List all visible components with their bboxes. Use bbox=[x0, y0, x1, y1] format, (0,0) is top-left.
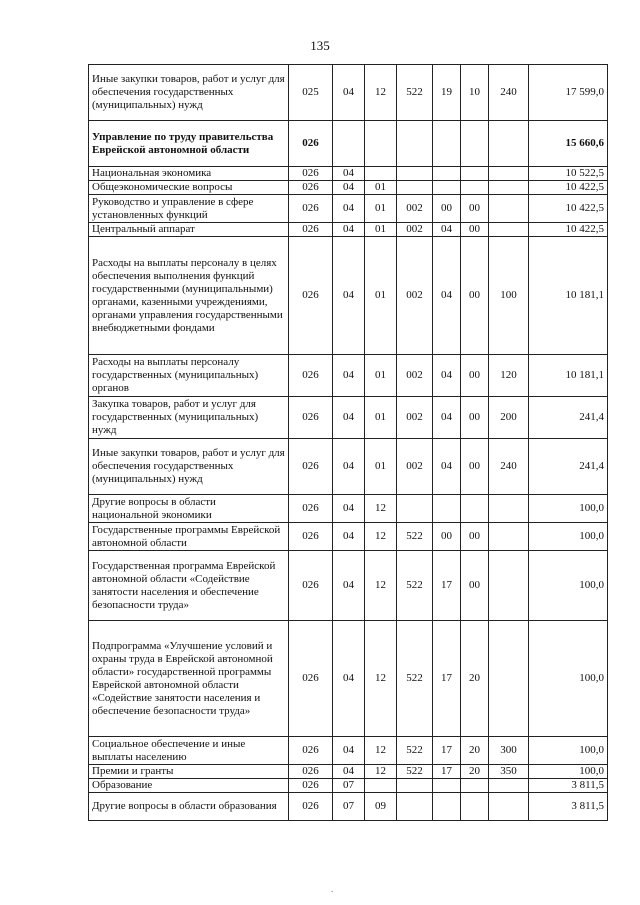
cell-sum: 10 422,5 bbox=[529, 181, 608, 195]
cell-pr: 01 bbox=[365, 439, 397, 495]
table-row bbox=[89, 121, 608, 167]
cell-pr bbox=[365, 167, 397, 181]
cell-pr: 12 bbox=[365, 551, 397, 621]
cell-ved: 026 bbox=[289, 121, 333, 167]
table-row bbox=[89, 355, 608, 397]
cell-rz: 04 bbox=[333, 523, 365, 551]
cell-ved: 026 bbox=[289, 793, 333, 821]
table-row bbox=[89, 439, 608, 495]
cell-vr: 240 bbox=[489, 439, 529, 495]
cell-cs1: 522 bbox=[397, 737, 433, 765]
cell-vr: 100 bbox=[489, 237, 529, 355]
cell-pr: 12 bbox=[365, 765, 397, 779]
cell-vr bbox=[489, 779, 529, 793]
cell-cs1: 002 bbox=[397, 397, 433, 439]
cell-cs3: 00 bbox=[461, 223, 489, 237]
cell-cs3: 00 bbox=[461, 551, 489, 621]
cell-name: Общеэкономические вопросы bbox=[89, 181, 289, 195]
cell-cs2 bbox=[433, 793, 461, 821]
cell-cs2: 00 bbox=[433, 195, 461, 223]
cell-cs1: 002 bbox=[397, 439, 433, 495]
cell-vr bbox=[489, 551, 529, 621]
cell-cs1: 002 bbox=[397, 223, 433, 237]
cell-name: Образование bbox=[89, 779, 289, 793]
cell-rz: 04 bbox=[333, 237, 365, 355]
cell-ved: 026 bbox=[289, 397, 333, 439]
cell-sum: 100,0 bbox=[529, 765, 608, 779]
cell-pr: 01 bbox=[365, 181, 397, 195]
cell-ved: 026 bbox=[289, 167, 333, 181]
cell-name: Государственные программы Еврейской автономной области bbox=[89, 523, 289, 551]
cell-sum: 3 811,5 bbox=[529, 779, 608, 793]
cell-name: Другие вопросы в области национальной экономики bbox=[89, 495, 289, 523]
cell-pr: 01 bbox=[365, 397, 397, 439]
cell-rz: 04 bbox=[333, 181, 365, 195]
cell-name: Расходы на выплаты персоналу в целях обеспечения выполнения функций государственными (муниципальными) органами, казенными учреждениями, органами управления государственными внебюджетными фондами bbox=[89, 237, 289, 355]
cell-cs1: 002 bbox=[397, 355, 433, 397]
cell-cs1 bbox=[397, 181, 433, 195]
table-row bbox=[89, 237, 608, 355]
cell-rz: 04 bbox=[333, 397, 365, 439]
cell-vr: 120 bbox=[489, 355, 529, 397]
cell-cs2: 04 bbox=[433, 355, 461, 397]
cell-rz: 04 bbox=[333, 765, 365, 779]
cell-pr: 12 bbox=[365, 621, 397, 737]
cell-ved: 026 bbox=[289, 551, 333, 621]
cell-vr bbox=[489, 181, 529, 195]
cell-vr bbox=[489, 495, 529, 523]
cell-cs1 bbox=[397, 793, 433, 821]
cell-rz: 04 bbox=[333, 223, 365, 237]
cell-cs2: 17 bbox=[433, 765, 461, 779]
cell-pr: 12 bbox=[365, 737, 397, 765]
cell-vr bbox=[489, 793, 529, 821]
cell-name: Государственная программа Еврейской автономной области «Содействие занятости населения и обеспечение безопасности труда» bbox=[89, 551, 289, 621]
cell-rz: 04 bbox=[333, 65, 365, 121]
page-number: 135 bbox=[310, 38, 330, 53]
cell-pr: 12 bbox=[365, 523, 397, 551]
cell-cs2: 19 bbox=[433, 65, 461, 121]
table-row bbox=[89, 495, 608, 523]
table-row bbox=[89, 397, 608, 439]
cell-sum: 100,0 bbox=[529, 551, 608, 621]
cell-name: Управление по труду правительства Еврейской автономной области bbox=[89, 121, 289, 167]
cell-rz: 07 bbox=[333, 779, 365, 793]
cell-cs3 bbox=[461, 121, 489, 167]
cell-cs2: 04 bbox=[433, 223, 461, 237]
cell-sum: 10 181,1 bbox=[529, 355, 608, 397]
cell-ved: 026 bbox=[289, 223, 333, 237]
cell-cs3: 20 bbox=[461, 765, 489, 779]
table-row bbox=[89, 65, 608, 121]
cell-cs2: 17 bbox=[433, 551, 461, 621]
cell-ved: 026 bbox=[289, 621, 333, 737]
cell-name: Премии и гранты bbox=[89, 765, 289, 779]
cell-cs3: 00 bbox=[461, 355, 489, 397]
cell-cs1: 522 bbox=[397, 65, 433, 121]
cell-name: Национальная экономика bbox=[89, 167, 289, 181]
cell-rz: 04 bbox=[333, 737, 365, 765]
cell-cs2: 04 bbox=[433, 397, 461, 439]
cell-vr bbox=[489, 195, 529, 223]
cell-ved: 026 bbox=[289, 439, 333, 495]
cell-vr bbox=[489, 621, 529, 737]
cell-ved: 025 bbox=[289, 65, 333, 121]
cell-cs2: 04 bbox=[433, 237, 461, 355]
cell-cs1: 002 bbox=[397, 237, 433, 355]
cell-vr bbox=[489, 121, 529, 167]
cell-name: Иные закупки товаров, работ и услуг для обеспечения государственных (муниципальных) нужд bbox=[89, 439, 289, 495]
cell-sum: 10 422,5 bbox=[529, 223, 608, 237]
cell-pr: 12 bbox=[365, 495, 397, 523]
cell-ved: 026 bbox=[289, 495, 333, 523]
cell-sum: 17 599,0 bbox=[529, 65, 608, 121]
cell-sum: 3 811,5 bbox=[529, 793, 608, 821]
cell-rz: 04 bbox=[333, 551, 365, 621]
cell-cs2 bbox=[433, 779, 461, 793]
cell-ved: 026 bbox=[289, 523, 333, 551]
cell-sum: 100,0 bbox=[529, 621, 608, 737]
cell-ved: 026 bbox=[289, 765, 333, 779]
cell-sum: 100,0 bbox=[529, 737, 608, 765]
cell-sum: 100,0 bbox=[529, 523, 608, 551]
cell-cs3: 00 bbox=[461, 195, 489, 223]
cell-name: Другие вопросы в области образования bbox=[89, 793, 289, 821]
cell-name: Подпрограмма «Улучшение условий и охраны труда в Еврейской автономной области» государственной программы Еврейской автономной области «Содействие занятости населения и обеспечение безопасности труда» bbox=[89, 621, 289, 737]
table-row bbox=[89, 793, 608, 821]
cell-cs3: 00 bbox=[461, 237, 489, 355]
table-row bbox=[89, 737, 608, 765]
cell-ved: 026 bbox=[289, 237, 333, 355]
cell-cs2 bbox=[433, 181, 461, 195]
cell-cs3 bbox=[461, 793, 489, 821]
cell-name: Иные закупки товаров, работ и услуг для обеспечения государственных (муниципальных) нужд bbox=[89, 65, 289, 121]
cell-ved: 026 bbox=[289, 181, 333, 195]
table-row bbox=[89, 621, 608, 737]
table-row bbox=[89, 779, 608, 793]
cell-sum: 241,4 bbox=[529, 439, 608, 495]
cell-cs2 bbox=[433, 167, 461, 181]
cell-rz bbox=[333, 121, 365, 167]
cell-vr bbox=[489, 167, 529, 181]
cell-name: Расходы на выплаты персоналу государственных (муниципальных) органов bbox=[89, 355, 289, 397]
cell-cs3 bbox=[461, 495, 489, 523]
cell-cs3: 00 bbox=[461, 397, 489, 439]
cell-cs1: 002 bbox=[397, 195, 433, 223]
cell-vr: 300 bbox=[489, 737, 529, 765]
table-row bbox=[89, 223, 608, 237]
cell-sum: 10 422,5 bbox=[529, 195, 608, 223]
cell-name: Социальное обеспечение и иные выплаты населению bbox=[89, 737, 289, 765]
cell-pr: 01 bbox=[365, 355, 397, 397]
cell-pr: 12 bbox=[365, 65, 397, 121]
table-row bbox=[89, 195, 608, 223]
table-row bbox=[89, 551, 608, 621]
cell-cs1 bbox=[397, 167, 433, 181]
cell-ved: 026 bbox=[289, 779, 333, 793]
cell-pr bbox=[365, 121, 397, 167]
cell-ved: 026 bbox=[289, 355, 333, 397]
cell-cs3: 00 bbox=[461, 439, 489, 495]
cell-cs3 bbox=[461, 181, 489, 195]
table-row bbox=[89, 167, 608, 181]
cell-rz: 07 bbox=[333, 793, 365, 821]
cell-cs1: 522 bbox=[397, 551, 433, 621]
cell-rz: 04 bbox=[333, 355, 365, 397]
cell-vr: 240 bbox=[489, 65, 529, 121]
table-row bbox=[89, 765, 608, 779]
cell-pr bbox=[365, 779, 397, 793]
cell-cs1 bbox=[397, 779, 433, 793]
cell-vr: 350 bbox=[489, 765, 529, 779]
cell-sum: 10 522,5 bbox=[529, 167, 608, 181]
table-row bbox=[89, 181, 608, 195]
cell-cs3: 20 bbox=[461, 621, 489, 737]
cell-cs2 bbox=[433, 495, 461, 523]
cell-vr: 200 bbox=[489, 397, 529, 439]
cell-cs2: 17 bbox=[433, 621, 461, 737]
cell-cs1 bbox=[397, 121, 433, 167]
cell-pr: 01 bbox=[365, 237, 397, 355]
cell-cs3 bbox=[461, 167, 489, 181]
cell-pr: 09 bbox=[365, 793, 397, 821]
cell-cs2: 04 bbox=[433, 439, 461, 495]
cell-name: Руководство и управление в сфере установленных функций bbox=[89, 195, 289, 223]
cell-sum: 10 181,1 bbox=[529, 237, 608, 355]
cell-sum: 15 660,6 bbox=[529, 121, 608, 167]
cell-name: Закупка товаров, работ и услуг для государственных (муниципальных) нужд bbox=[89, 397, 289, 439]
cell-vr bbox=[489, 223, 529, 237]
table-row bbox=[89, 523, 608, 551]
cell-cs3 bbox=[461, 779, 489, 793]
cell-cs3: 00 bbox=[461, 523, 489, 551]
cell-cs2: 17 bbox=[433, 737, 461, 765]
cell-cs1 bbox=[397, 495, 433, 523]
cell-vr bbox=[489, 523, 529, 551]
cell-rz: 04 bbox=[333, 621, 365, 737]
budget-table bbox=[88, 64, 608, 821]
cell-cs3: 10 bbox=[461, 65, 489, 121]
cell-cs2: 00 bbox=[433, 523, 461, 551]
cell-sum: 241,4 bbox=[529, 397, 608, 439]
cell-rz: 04 bbox=[333, 439, 365, 495]
cell-cs1: 522 bbox=[397, 765, 433, 779]
cell-rz: 04 bbox=[333, 495, 365, 523]
cell-cs1: 522 bbox=[397, 621, 433, 737]
cell-rz: 04 bbox=[333, 167, 365, 181]
cell-sum: 100,0 bbox=[529, 495, 608, 523]
cell-cs1: 522 bbox=[397, 523, 433, 551]
cell-pr: 01 bbox=[365, 223, 397, 237]
footer-mark: . bbox=[331, 884, 334, 894]
cell-pr: 01 bbox=[365, 195, 397, 223]
cell-cs2 bbox=[433, 121, 461, 167]
cell-cs3: 20 bbox=[461, 737, 489, 765]
cell-rz: 04 bbox=[333, 195, 365, 223]
cell-ved: 026 bbox=[289, 195, 333, 223]
cell-ved: 026 bbox=[289, 737, 333, 765]
cell-name: Центральный аппарат bbox=[89, 223, 289, 237]
